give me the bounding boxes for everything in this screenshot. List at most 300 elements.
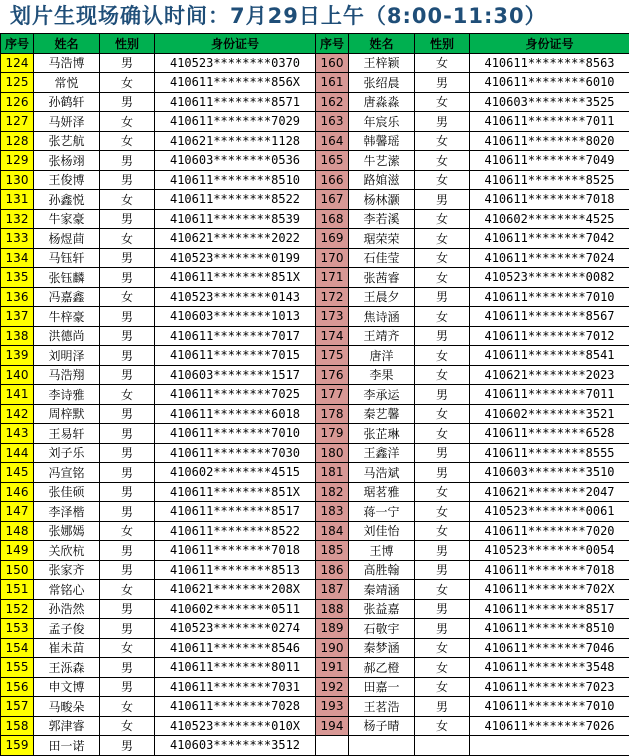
id-cell-right[interactable]: 410523********0054: [470, 541, 629, 561]
gender-cell-right[interactable]: 女: [415, 53, 470, 73]
id-cell-left[interactable]: 410611********8011: [155, 658, 316, 678]
serial-cell-right[interactable]: 172: [316, 287, 349, 307]
header-gender-left[interactable]: 性别: [100, 34, 155, 54]
id-cell-left[interactable]: 410523********0143: [155, 287, 316, 307]
name-cell-right[interactable]: 王博: [349, 541, 415, 561]
id-cell-right[interactable]: 410611********8541: [470, 346, 629, 366]
serial-cell-left[interactable]: 134: [1, 248, 34, 268]
gender-cell-left[interactable]: 男: [100, 404, 155, 424]
name-cell-left[interactable]: 马浩翔: [34, 365, 100, 385]
header-no-right[interactable]: 序号: [316, 34, 349, 54]
serial-cell-right[interactable]: 184: [316, 521, 349, 541]
serial-cell-left[interactable]: 141: [1, 385, 34, 405]
id-cell-right[interactable]: 410621********2047: [470, 482, 629, 502]
id-cell-right[interactable]: 410621********2023: [470, 365, 629, 385]
id-cell-right[interactable]: 410611********7024: [470, 248, 629, 268]
name-cell-left[interactable]: 马钰轩: [34, 248, 100, 268]
serial-cell-right[interactable]: 167: [316, 190, 349, 210]
name-cell-right[interactable]: 唐洋: [349, 346, 415, 366]
serial-cell-right[interactable]: 190: [316, 638, 349, 658]
id-cell-left[interactable]: 410523********0199: [155, 248, 316, 268]
id-cell-left[interactable]: 410611********7028: [155, 697, 316, 717]
id-cell-left[interactable]: 410611********851X: [155, 482, 316, 502]
gender-cell-right[interactable]: 男: [415, 619, 470, 639]
id-cell-left[interactable]: 410611********7031: [155, 677, 316, 697]
gender-cell-right[interactable]: 女: [415, 92, 470, 112]
serial-cell-left[interactable]: 135: [1, 268, 34, 288]
name-cell-right[interactable]: 秦艺馨: [349, 404, 415, 424]
gender-cell-left[interactable]: 女: [100, 385, 155, 405]
gender-cell-right[interactable]: 女: [415, 346, 470, 366]
id-cell-right[interactable]: 410602********3521: [470, 404, 629, 424]
gender-cell-right[interactable]: [415, 736, 470, 756]
gender-cell-left[interactable]: 男: [100, 658, 155, 678]
name-cell-left[interactable]: 牛梓豪: [34, 307, 100, 327]
name-cell-left[interactable]: 王泺森: [34, 658, 100, 678]
id-cell-left[interactable]: 410602********0511: [155, 599, 316, 619]
serial-cell-right[interactable]: 192: [316, 677, 349, 697]
gender-cell-left[interactable]: 女: [100, 716, 155, 736]
serial-cell-left[interactable]: 139: [1, 346, 34, 366]
name-cell-right[interactable]: 张芷琳: [349, 424, 415, 444]
name-cell-right[interactable]: 杨子晴: [349, 716, 415, 736]
gender-cell-right[interactable]: 女: [415, 209, 470, 229]
name-cell-right[interactable]: 李承运: [349, 385, 415, 405]
serial-cell-left[interactable]: 138: [1, 326, 34, 346]
serial-cell-right[interactable]: 178: [316, 404, 349, 424]
id-cell-left[interactable]: 410523********0370: [155, 53, 316, 73]
gender-cell-left[interactable]: 男: [100, 268, 155, 288]
gender-cell-right[interactable]: 女: [415, 151, 470, 171]
id-cell-right[interactable]: 410611********8555: [470, 443, 629, 463]
gender-cell-left[interactable]: 男: [100, 248, 155, 268]
id-cell-left[interactable]: 410602********4515: [155, 463, 316, 483]
name-cell-left[interactable]: 张杨翊: [34, 151, 100, 171]
id-cell-right[interactable]: 410611********7049: [470, 151, 629, 171]
id-cell-left[interactable]: 410611********856X: [155, 73, 316, 93]
serial-cell-left[interactable]: 136: [1, 287, 34, 307]
name-cell-left[interactable]: 王俊博: [34, 170, 100, 190]
name-cell-right[interactable]: 年宸乐: [349, 112, 415, 132]
name-cell-right[interactable]: 马浩斌: [349, 463, 415, 483]
id-cell-right[interactable]: 410611********7026: [470, 716, 629, 736]
serial-cell-left[interactable]: 147: [1, 502, 34, 522]
serial-cell-right[interactable]: 176: [316, 365, 349, 385]
serial-cell-left[interactable]: 125: [1, 73, 34, 93]
gender-cell-left[interactable]: 女: [100, 638, 155, 658]
serial-cell-right[interactable]: [316, 736, 349, 756]
id-cell-right[interactable]: 410523********0061: [470, 502, 629, 522]
gender-cell-right[interactable]: 女: [415, 365, 470, 385]
serial-cell-left[interactable]: 154: [1, 638, 34, 658]
serial-cell-right[interactable]: 181: [316, 463, 349, 483]
name-cell-right[interactable]: 石敬宇: [349, 619, 415, 639]
gender-cell-left[interactable]: 男: [100, 502, 155, 522]
gender-cell-right[interactable]: 男: [415, 287, 470, 307]
serial-cell-left[interactable]: 128: [1, 131, 34, 151]
id-cell-left[interactable]: 410611********8510: [155, 170, 316, 190]
gender-cell-right[interactable]: 女: [415, 580, 470, 600]
name-cell-left[interactable]: 李诗雅: [34, 385, 100, 405]
gender-cell-right[interactable]: 男: [415, 73, 470, 93]
name-cell-right[interactable]: 牛艺潆: [349, 151, 415, 171]
id-cell-left[interactable]: 410603********3512: [155, 736, 316, 756]
id-cell-left[interactable]: 410603********0536: [155, 151, 316, 171]
id-cell-right[interactable]: 410602********4525: [470, 209, 629, 229]
gender-cell-right[interactable]: 女: [415, 404, 470, 424]
serial-cell-left[interactable]: 142: [1, 404, 34, 424]
gender-cell-left[interactable]: 男: [100, 151, 155, 171]
id-cell-right[interactable]: 410603********3525: [470, 92, 629, 112]
gender-cell-right[interactable]: 女: [415, 658, 470, 678]
id-cell-left[interactable]: 410611********7029: [155, 112, 316, 132]
gender-cell-left[interactable]: 男: [100, 209, 155, 229]
serial-cell-left[interactable]: 137: [1, 307, 34, 327]
serial-cell-left[interactable]: 140: [1, 365, 34, 385]
serial-cell-right[interactable]: 187: [316, 580, 349, 600]
serial-cell-right[interactable]: 165: [316, 151, 349, 171]
gender-cell-left[interactable]: 男: [100, 365, 155, 385]
gender-cell-right[interactable]: 男: [415, 560, 470, 580]
name-cell-left[interactable]: 常悦: [34, 73, 100, 93]
gender-cell-left[interactable]: 男: [100, 424, 155, 444]
id-cell-right[interactable]: 410523********0082: [470, 268, 629, 288]
id-cell-left[interactable]: 410611********8571: [155, 92, 316, 112]
name-cell-right[interactable]: 秦梦涵: [349, 638, 415, 658]
name-cell-right[interactable]: [349, 736, 415, 756]
name-cell-left[interactable]: 常铭心: [34, 580, 100, 600]
name-cell-right[interactable]: 张绍晨: [349, 73, 415, 93]
gender-cell-left[interactable]: 男: [100, 482, 155, 502]
gender-cell-left[interactable]: 男: [100, 92, 155, 112]
name-cell-left[interactable]: 张家齐: [34, 560, 100, 580]
serial-cell-right[interactable]: 183: [316, 502, 349, 522]
header-name-right[interactable]: 姓名: [349, 34, 415, 54]
name-cell-left[interactable]: 张艺航: [34, 131, 100, 151]
id-cell-left[interactable]: 410611********7030: [155, 443, 316, 463]
gender-cell-left[interactable]: 女: [100, 287, 155, 307]
serial-cell-left[interactable]: 129: [1, 151, 34, 171]
gender-cell-left[interactable]: 男: [100, 307, 155, 327]
serial-cell-left[interactable]: 159: [1, 736, 34, 756]
id-cell-right[interactable]: 410611********8563: [470, 53, 629, 73]
name-cell-left[interactable]: 杨煜茴: [34, 229, 100, 249]
serial-cell-right[interactable]: 174: [316, 326, 349, 346]
id-cell-left[interactable]: 410611********6018: [155, 404, 316, 424]
id-cell-right[interactable]: 410611********6010: [470, 73, 629, 93]
name-cell-right[interactable]: 王鑫洋: [349, 443, 415, 463]
serial-cell-left[interactable]: 149: [1, 541, 34, 561]
id-cell-left[interactable]: 410611********8546: [155, 638, 316, 658]
name-cell-right[interactable]: 韩馨瑶: [349, 131, 415, 151]
serial-cell-left[interactable]: 131: [1, 190, 34, 210]
name-cell-right[interactable]: 李若溪: [349, 209, 415, 229]
name-cell-left[interactable]: 关欣杭: [34, 541, 100, 561]
gender-cell-right[interactable]: 男: [415, 326, 470, 346]
header-no-left[interactable]: 序号: [1, 34, 34, 54]
serial-cell-right[interactable]: 160: [316, 53, 349, 73]
serial-cell-right[interactable]: 161: [316, 73, 349, 93]
serial-cell-left[interactable]: 152: [1, 599, 34, 619]
serial-cell-left[interactable]: 127: [1, 112, 34, 132]
gender-cell-right[interactable]: 女: [415, 248, 470, 268]
table-row: [1, 599, 629, 619]
serial-cell-left[interactable]: 153: [1, 619, 34, 639]
gender-cell-left[interactable]: 女: [100, 521, 155, 541]
serial-cell-right[interactable]: 185: [316, 541, 349, 561]
serial-cell-right[interactable]: 170: [316, 248, 349, 268]
id-cell-left[interactable]: 410621********1128: [155, 131, 316, 151]
serial-cell-left[interactable]: 155: [1, 658, 34, 678]
gender-cell-right[interactable]: 女: [415, 307, 470, 327]
name-cell-left[interactable]: 牛家豪: [34, 209, 100, 229]
name-cell-left[interactable]: 冯宣铭: [34, 463, 100, 483]
name-cell-right[interactable]: 张茜睿: [349, 268, 415, 288]
name-cell-left[interactable]: 张娜嫣: [34, 521, 100, 541]
header-name-left[interactable]: 姓名: [34, 34, 100, 54]
table-row: [1, 326, 629, 346]
gender-cell-right[interactable]: 女: [415, 229, 470, 249]
gender-cell-right[interactable]: 男: [415, 443, 470, 463]
table-row: [1, 677, 629, 697]
name-cell-left[interactable]: 周梓默: [34, 404, 100, 424]
gender-cell-right[interactable]: 男: [415, 541, 470, 561]
serial-cell-left[interactable]: 145: [1, 463, 34, 483]
serial-cell-left[interactable]: 148: [1, 521, 34, 541]
name-cell-left[interactable]: 郭津睿: [34, 716, 100, 736]
id-cell-left[interactable]: 410603********1517: [155, 365, 316, 385]
gender-cell-left[interactable]: 女: [100, 580, 155, 600]
serial-cell-right[interactable]: 180: [316, 443, 349, 463]
gender-cell-right[interactable]: 女: [415, 521, 470, 541]
id-cell-left[interactable]: 410611********8522: [155, 521, 316, 541]
id-cell-right[interactable]: 410611********7018: [470, 190, 629, 210]
name-cell-left[interactable]: 张佳硕: [34, 482, 100, 502]
name-cell-right[interactable]: 田嘉一: [349, 677, 415, 697]
gender-cell-left[interactable]: 女: [100, 131, 155, 151]
id-cell-right[interactable]: 410611********8525: [470, 170, 629, 190]
gender-cell-right[interactable]: 女: [415, 502, 470, 522]
name-cell-left[interactable]: 马妍泽: [34, 112, 100, 132]
id-cell-left[interactable]: 410611********8513: [155, 560, 316, 580]
name-cell-left[interactable]: 冯嘉鑫: [34, 287, 100, 307]
id-cell-right[interactable]: 410611********3548: [470, 658, 629, 678]
header-id-right[interactable]: 身份证号: [470, 34, 629, 54]
id-cell-left[interactable]: 410611********851X: [155, 268, 316, 288]
header-id-left[interactable]: 身份证号: [155, 34, 316, 54]
gender-cell-left[interactable]: 男: [100, 170, 155, 190]
serial-cell-right[interactable]: 179: [316, 424, 349, 444]
id-cell-right[interactable]: 410611********8510: [470, 619, 629, 639]
id-cell-left[interactable]: 410611********7018: [155, 541, 316, 561]
id-cell-right[interactable]: 410611********8517: [470, 599, 629, 619]
name-cell-left[interactable]: 田一诺: [34, 736, 100, 756]
serial-cell-left[interactable]: 156: [1, 677, 34, 697]
gender-cell-right[interactable]: 女: [415, 268, 470, 288]
serial-cell-right[interactable]: 175: [316, 346, 349, 366]
serial-cell-left[interactable]: 130: [1, 170, 34, 190]
id-cell-right[interactable]: 410603********3510: [470, 463, 629, 483]
id-cell-right[interactable]: 410611********6528: [470, 424, 629, 444]
serial-cell-right[interactable]: 164: [316, 131, 349, 151]
table-row: [1, 268, 629, 288]
name-cell-right[interactable]: 王靖齐: [349, 326, 415, 346]
id-cell-left[interactable]: 410611********7025: [155, 385, 316, 405]
gender-cell-left[interactable]: 男: [100, 53, 155, 73]
serial-cell-left[interactable]: 151: [1, 580, 34, 600]
serial-cell-left[interactable]: 144: [1, 443, 34, 463]
gender-cell-left[interactable]: 男: [100, 326, 155, 346]
name-cell-right[interactable]: 蒋一宁: [349, 502, 415, 522]
gender-cell-left[interactable]: 女: [100, 697, 155, 717]
serial-cell-left[interactable]: 126: [1, 92, 34, 112]
name-cell-left[interactable]: 孟子俊: [34, 619, 100, 639]
name-cell-right[interactable]: 刘佳怡: [349, 521, 415, 541]
serial-cell-right[interactable]: 166: [316, 170, 349, 190]
id-cell-right[interactable]: 410611********7018: [470, 560, 629, 580]
id-cell-right[interactable]: 410611********8567: [470, 307, 629, 327]
gender-cell-right[interactable]: 女: [415, 131, 470, 151]
serial-cell-right[interactable]: 169: [316, 229, 349, 249]
name-cell-right[interactable]: 石佳莹: [349, 248, 415, 268]
serial-cell-right[interactable]: 193: [316, 697, 349, 717]
id-cell-left[interactable]: 410621********208X: [155, 580, 316, 600]
id-cell-right[interactable]: 410611********7020: [470, 521, 629, 541]
id-cell-right[interactable]: 410611********8020: [470, 131, 629, 151]
id-cell-right[interactable]: 410611********7012: [470, 326, 629, 346]
serial-cell-left[interactable]: 157: [1, 697, 34, 717]
gender-cell-left[interactable]: 女: [100, 229, 155, 249]
name-cell-right[interactable]: 王晨夕: [349, 287, 415, 307]
name-cell-right[interactable]: 郝乙橙: [349, 658, 415, 678]
serial-cell-right[interactable]: 188: [316, 599, 349, 619]
id-cell-left[interactable]: 410611********7015: [155, 346, 316, 366]
id-cell-left[interactable]: 410621********2022: [155, 229, 316, 249]
name-cell-right[interactable]: 张益嘉: [349, 599, 415, 619]
gender-cell-left[interactable]: 男: [100, 443, 155, 463]
name-cell-right[interactable]: 高胜翰: [349, 560, 415, 580]
serial-cell-right[interactable]: 186: [316, 560, 349, 580]
gender-cell-left[interactable]: 男: [100, 736, 155, 756]
serial-cell-right[interactable]: 168: [316, 209, 349, 229]
gender-cell-left[interactable]: 男: [100, 541, 155, 561]
id-cell-right[interactable]: 410611********7023: [470, 677, 629, 697]
header-gender-right[interactable]: 性别: [415, 34, 470, 54]
name-cell-right[interactable]: 路婠滋: [349, 170, 415, 190]
serial-cell-left[interactable]: 133: [1, 229, 34, 249]
name-cell-left[interactable]: 王易轩: [34, 424, 100, 444]
serial-cell-left[interactable]: 143: [1, 424, 34, 444]
gender-cell-right[interactable]: 女: [415, 638, 470, 658]
id-cell-left[interactable]: 410611********8539: [155, 209, 316, 229]
serial-cell-right[interactable]: 177: [316, 385, 349, 405]
gender-cell-right[interactable]: 女: [415, 716, 470, 736]
gender-cell-left[interactable]: 男: [100, 619, 155, 639]
name-cell-right[interactable]: 杨林灏: [349, 190, 415, 210]
gender-cell-left[interactable]: 女: [100, 73, 155, 93]
name-cell-right[interactable]: 琚荣荣: [349, 229, 415, 249]
id-cell-left[interactable]: 410603********1013: [155, 307, 316, 327]
gender-cell-left[interactable]: 男: [100, 463, 155, 483]
name-cell-right[interactable]: 琚茗雅: [349, 482, 415, 502]
name-cell-right[interactable]: 唐淼淼: [349, 92, 415, 112]
serial-cell-right[interactable]: 163: [316, 112, 349, 132]
serial-cell-left[interactable]: 124: [1, 53, 34, 73]
gender-cell-left[interactable]: 男: [100, 599, 155, 619]
gender-cell-right[interactable]: 男: [415, 190, 470, 210]
serial-cell-left[interactable]: 158: [1, 716, 34, 736]
name-cell-left[interactable]: 刘明泽: [34, 346, 100, 366]
id-cell-left[interactable]: 410611********8522: [155, 190, 316, 210]
gender-cell-right[interactable]: 男: [415, 112, 470, 132]
id-cell-left[interactable]: 410611********7017: [155, 326, 316, 346]
id-cell-right[interactable]: 410611********7011: [470, 385, 629, 405]
gender-cell-right[interactable]: 男: [415, 599, 470, 619]
name-cell-right[interactable]: 王梓颖: [349, 53, 415, 73]
gender-cell-right[interactable]: 女: [415, 424, 470, 444]
serial-cell-right[interactable]: 171: [316, 268, 349, 288]
serial-cell-right[interactable]: 182: [316, 482, 349, 502]
id-cell-right[interactable]: 410611********7042: [470, 229, 629, 249]
name-cell-left[interactable]: 孙鑫悦: [34, 190, 100, 210]
id-cell-right[interactable]: 410611********7010: [470, 287, 629, 307]
id-cell-left[interactable]: 410523********0274: [155, 619, 316, 639]
id-cell-left[interactable]: 410523********010X: [155, 716, 316, 736]
id-cell-right[interactable]: 410611********7046: [470, 638, 629, 658]
gender-cell-left[interactable]: 女: [100, 190, 155, 210]
name-cell-right[interactable]: 李果: [349, 365, 415, 385]
gender-cell-left[interactable]: 男: [100, 677, 155, 697]
id-cell-left[interactable]: 410611********7010: [155, 424, 316, 444]
serial-cell-left[interactable]: 150: [1, 560, 34, 580]
serial-cell-right[interactable]: 191: [316, 658, 349, 678]
id-cell-right[interactable]: 410611********7010: [470, 697, 629, 717]
serial-cell-right[interactable]: 173: [316, 307, 349, 327]
name-cell-left[interactable]: 李泽楷: [34, 502, 100, 522]
gender-cell-right[interactable]: 女: [415, 170, 470, 190]
name-cell-right[interactable]: 焦诗涵: [349, 307, 415, 327]
name-cell-right[interactable]: 王茗浩: [349, 697, 415, 717]
gender-cell-right[interactable]: 男: [415, 697, 470, 717]
gender-cell-left[interactable]: 男: [100, 346, 155, 366]
serial-cell-right[interactable]: 189: [316, 619, 349, 639]
name-cell-left[interactable]: 张钰麟: [34, 268, 100, 288]
name-cell-left[interactable]: 马畯朵: [34, 697, 100, 717]
gender-cell-right[interactable]: 女: [415, 677, 470, 697]
name-cell-right[interactable]: 秦靖涵: [349, 580, 415, 600]
id-cell-right[interactable]: 410611********702X: [470, 580, 629, 600]
serial-cell-left[interactable]: 132: [1, 209, 34, 229]
gender-cell-left[interactable]: 女: [100, 112, 155, 132]
name-cell-left[interactable]: 刘子乐: [34, 443, 100, 463]
gender-cell-left[interactable]: 男: [100, 560, 155, 580]
name-cell-left[interactable]: 马浩博: [34, 53, 100, 73]
gender-cell-right[interactable]: 男: [415, 463, 470, 483]
name-cell-left[interactable]: 孙浩然: [34, 599, 100, 619]
name-cell-left[interactable]: 洪德尚: [34, 326, 100, 346]
id-cell-left[interactable]: 410611********8517: [155, 502, 316, 522]
name-cell-left[interactable]: 孙鹤轩: [34, 92, 100, 112]
gender-cell-right[interactable]: 女: [415, 482, 470, 502]
id-cell-right[interactable]: [470, 736, 629, 756]
serial-cell-left[interactable]: 146: [1, 482, 34, 502]
gender-cell-right[interactable]: 男: [415, 385, 470, 405]
serial-cell-right[interactable]: 162: [316, 92, 349, 112]
id-cell-right[interactable]: 410611********7011: [470, 112, 629, 132]
name-cell-left[interactable]: 崔未苗: [34, 638, 100, 658]
serial-cell-right[interactable]: 194: [316, 716, 349, 736]
name-cell-left[interactable]: 申文博: [34, 677, 100, 697]
